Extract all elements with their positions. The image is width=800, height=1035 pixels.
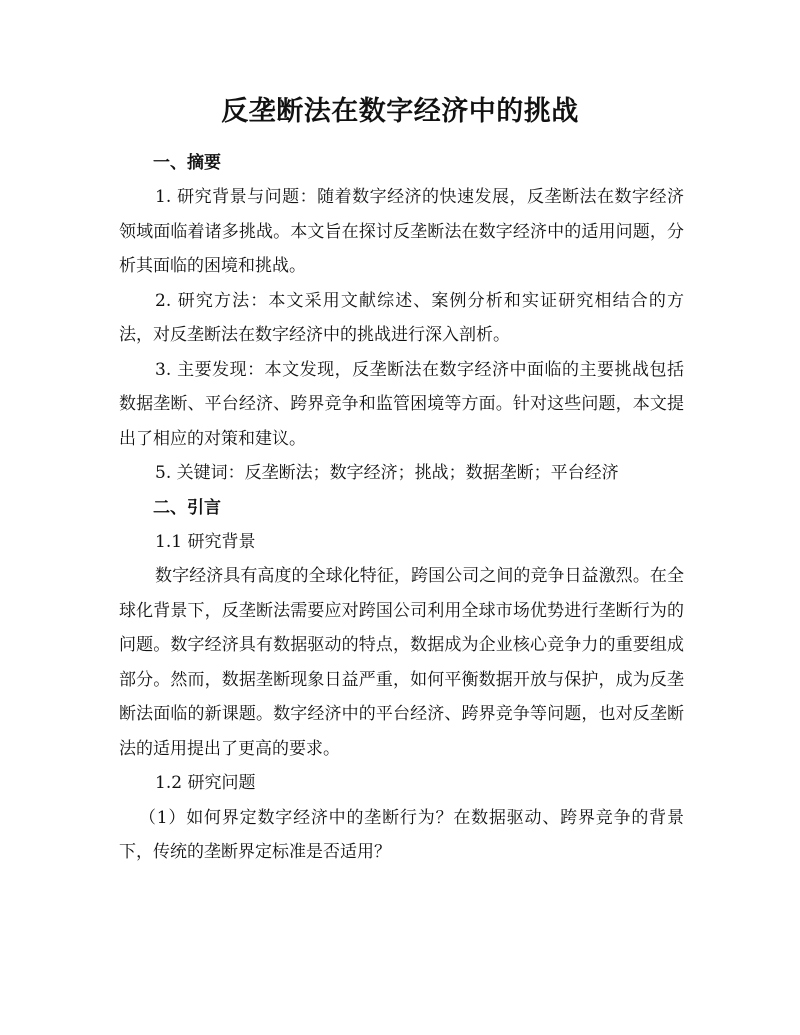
abstract-keywords: 5. 关键词：反垄断法；数字经济；挑战；数据垄断；平台经济 [155, 463, 619, 483]
document-title: 反垄断法在数字经济中的挑战 [221, 96, 579, 127]
abstract-paragraph-1: 1. 研究背景与问题：随着数字经济的快速发展，反垄断法在数字经济领域面临着诸多挑战。本文旨在探讨反垄断法在数字经济中的适用问题，分析其面临的困境和挑战。 [119, 187, 684, 276]
research-question-1: （1）如何界定数字经济中的垄断行为？在数据驱动、跨界竞争的背景下，传统的垄断界定标准是否适用？ [119, 807, 684, 862]
intro-heading: 二、引言 [153, 497, 221, 518]
abstract-paragraph-2: 2. 研究方法：本文采用文献综述、案例分析和实证研究相结合的方法，对反垄断法在数字经济中的挑战进行深入剖析。 [119, 290, 684, 345]
subsection-research-background: 1.1 研究背景 [155, 531, 256, 552]
subsection-research-questions: 1.2 研究问题 [155, 773, 256, 793]
abstract-paragraph-3: 3. 主要发现：本文发现，反垄断法在数字经济中面临的主要挑战包括数据垄断、平台经济、跨界竞争和监管困境等方面。针对这些问题，本文提出了相应的对策和建议。 [119, 359, 684, 449]
document-body [119, 146, 684, 870]
abstract-heading: 一、摘要 [153, 153, 221, 173]
intro-paragraph-1: 数字经济具有高度的全球化特征，跨国公司之间的竞争日益激烈。在全球化背景下，反垄断法需要应对跨国公司利用全球市场优势进行垄断行为的问题。数字经济具有数据驱动的特点，数据成为企业核心竞争力的重要组成部分。然而，数据垄断现象日益严重，如何平衡数据开放与保护，成为反垄断法面临的新课题。数字经济中的平台经济、跨界竞争等问题，也对反垄断法的适用提出了更高的要求。 [119, 566, 684, 759]
